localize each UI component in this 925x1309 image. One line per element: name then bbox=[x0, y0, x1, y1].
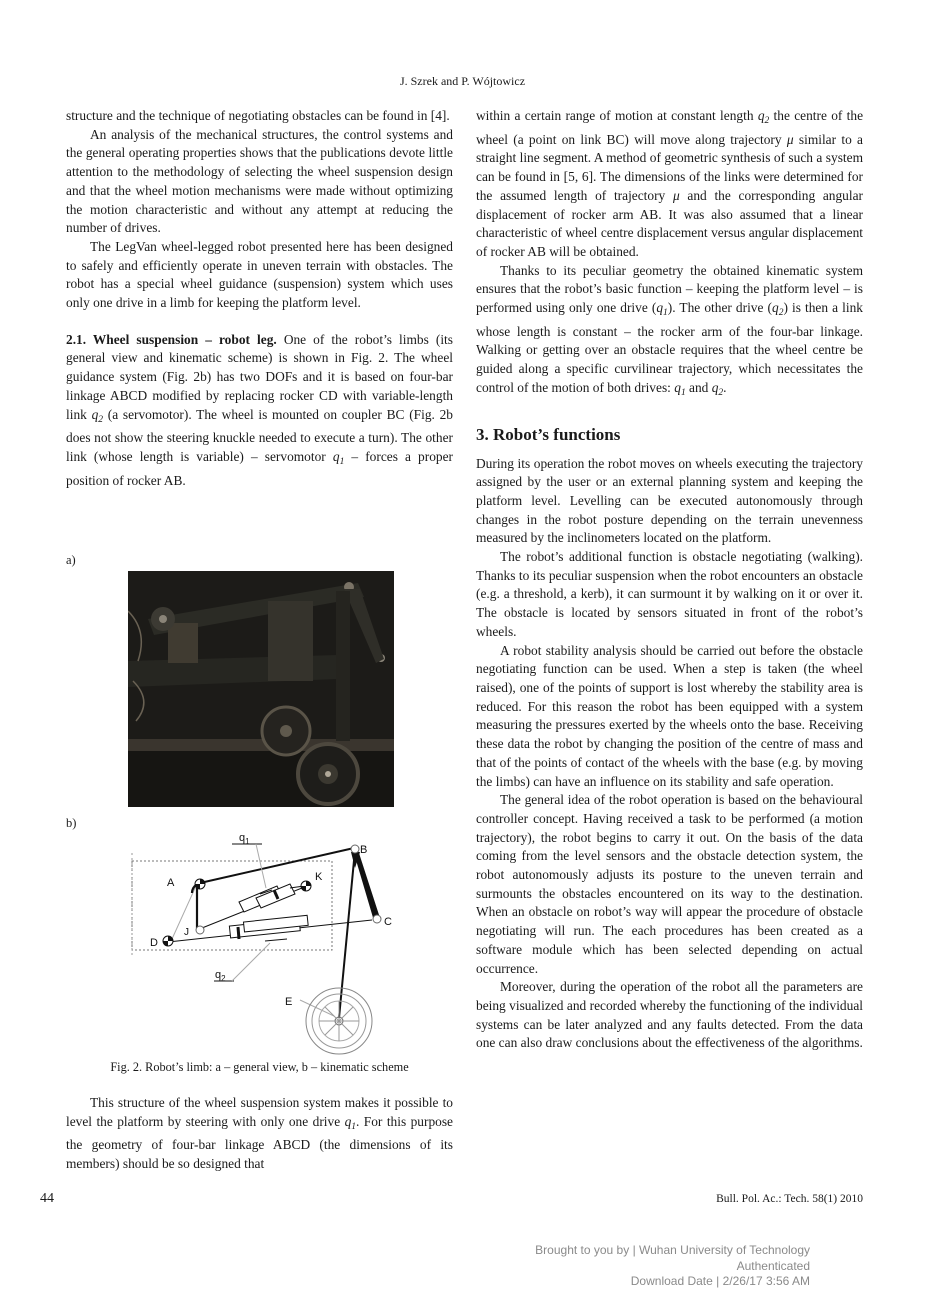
math-subscript: 1 bbox=[351, 1121, 357, 1132]
math-q2 bbox=[771, 300, 784, 319]
paragraph bbox=[476, 262, 863, 403]
point-label-j: J bbox=[184, 927, 189, 938]
svg-text:C bbox=[384, 916, 392, 928]
math-q2 bbox=[711, 379, 724, 398]
math-symbol: q bbox=[771, 300, 779, 316]
svg-text:K bbox=[315, 871, 323, 883]
subsection-paragraph bbox=[66, 331, 453, 491]
section-heading: 3. Robot’s functions bbox=[476, 424, 621, 444]
running-head: J. Szrek and P. Wójtowicz bbox=[399, 74, 526, 88]
kinematic-scheme bbox=[122, 828, 412, 1058]
point-label-c: C bbox=[384, 916, 392, 928]
math-symbol: q bbox=[674, 379, 681, 395]
svg-text:D bbox=[150, 937, 158, 949]
math-q1 bbox=[344, 1113, 357, 1132]
paragraph: An analysis of the mechanical structures, the control systems and the general operating properties shows that the publications devote little attention to the methodology of selecting the wheel suspension design and that the wheel motion mechanisms were made without optimizing the motion characteristic and without any attempt at reducing the number of drives. bbox=[66, 126, 453, 236]
robot-limb-photo bbox=[128, 571, 394, 807]
math-subscript: 1 bbox=[680, 387, 686, 398]
point-label-a: A bbox=[167, 877, 175, 889]
text: and bbox=[685, 379, 712, 395]
math-symbol: q bbox=[656, 300, 664, 316]
math-symbol: q bbox=[91, 406, 99, 422]
math-mu: μ bbox=[672, 187, 680, 203]
svg-text:A bbox=[167, 877, 175, 889]
math-symbol: q bbox=[711, 379, 719, 395]
paragraph: During its operation the robot moves on wheels executing the trajectory assigned by the user or an external planning system and keeping the platform level. Levelling can be executed autonomously through changes in the robot posture depending on the terrain unevenness measured by the inclinometers located on the platform. bbox=[476, 455, 863, 546]
download-watermark bbox=[535, 1243, 810, 1290]
math-subscript: 2 bbox=[764, 116, 770, 126]
math-q1 bbox=[332, 448, 345, 467]
math-q1 bbox=[656, 300, 668, 319]
paragraph: The LegVan wheel-legged robot presented here has been designed to safely and efficiently operate in uneven terrain with obstacles. The robot has a special wheel guidance (suspension) system which uses only one drive in a limb for keeping the platform level. bbox=[66, 238, 453, 311]
point-label-k: K bbox=[315, 871, 323, 883]
text: . For this purpose the geometry of four-bar linkage ABCD (the dimensions of its members) should be so designed that bbox=[66, 1113, 453, 1172]
math-subscript: 2 bbox=[98, 414, 104, 425]
subsection-title: 2.1. Wheel suspension – robot leg. bbox=[66, 331, 277, 347]
paragraph bbox=[66, 1094, 453, 1174]
math-subscript: 2 bbox=[778, 308, 784, 319]
text: Thanks to its peculiar geometry the obtained kinematic system ensures that the robot’s basic function – keeping the platform level – is performed using only one drive ( bbox=[476, 262, 863, 316]
math-q2 bbox=[91, 406, 104, 425]
text: . bbox=[723, 379, 727, 395]
svg-text:E bbox=[285, 996, 292, 1008]
point-label-b: B bbox=[360, 844, 368, 856]
math-q1 bbox=[674, 379, 686, 398]
watermark-line: Authenticated bbox=[736, 1258, 810, 1273]
paragraph bbox=[476, 107, 863, 262]
math-mu: μ bbox=[786, 131, 794, 147]
drive-label-q2: q bbox=[215, 969, 222, 981]
figure-label-b: b) bbox=[66, 816, 77, 830]
watermark-line: Download Date | 2/26/17 3:56 AM bbox=[630, 1274, 810, 1288]
photo-image bbox=[128, 571, 394, 807]
math-q2 bbox=[757, 108, 770, 126]
math-symbol: q bbox=[332, 448, 340, 464]
svg-text:J bbox=[184, 927, 189, 938]
text: – forces a proper position of rocker AB. bbox=[66, 448, 453, 488]
text: and the corresponding angular displacement of rocker arm AB. It was also assumed that a linear characteristic of wheel centre displacement versus angular displacement of rocker AB will be obtained. bbox=[476, 187, 864, 259]
svg-text:q2 bbox=[215, 969, 226, 983]
point-label-d: D bbox=[150, 937, 158, 949]
watermark-line: Brought to you by | Wuhan University of Technology bbox=[535, 1243, 810, 1257]
text: This structure of the wheel suspension system makes it possible to level the platform by steering with only one drive bbox=[66, 1095, 453, 1129]
paragraph: A robot stability analysis should be carried out before the obstacle negotiating function can be used. When a step is taken (the wheel raised), one of the points of support is lost whereby the stability area is reduced. For this reason the robot has been equipped with a system measuring the pressures exerted by the wheels onto the base. Receiving these data the robot by changing the position of the centre of mass and that of the points of contact of the wheels with the base (e.g. by moving the limbs) can have an influence on its stability and safe operation. bbox=[476, 642, 863, 789]
figure-label-a: a) bbox=[66, 553, 76, 567]
text: within a certain range of motion at constant length bbox=[476, 108, 758, 123]
text: (a servomotor). The wheel is mounted on coupler BC (Fig. 2b does not show the steering knuckle needed to execute a turn). The other link (whose length is variable) – servomotor bbox=[66, 406, 453, 464]
math-subscript: 1 bbox=[663, 308, 668, 319]
point-label-e: E bbox=[285, 996, 293, 1008]
text: the centre of the wheel (a point on link BC) will move along trajectory bbox=[476, 108, 864, 147]
drive-label-q1: q bbox=[239, 832, 246, 844]
text: similar to a straight line segment. A method of geometric synthesis of such a system can be found in [5, 6]. The dimensions of the links were determined for the assumed length of trajectory bbox=[476, 131, 863, 203]
journal-citation: Bull. Pol. Ac.: Tech. 58(1) 2010 bbox=[716, 1193, 863, 1205]
paragraph: Moreover, during the operation of the robot all the parameters are being visualized and recorded whereby the functioning of the individual systems can be later analyzed and any faults detected. From the data one can also draw conclusions about the effectiveness of the algorithms. bbox=[476, 979, 863, 1051]
paragraph: structure and the technique of negotiating obstacles can be found in [4]. bbox=[66, 108, 450, 123]
kinematic-scheme-diagram bbox=[122, 828, 412, 1058]
math-symbol: q bbox=[344, 1113, 352, 1129]
text: ). The other drive ( bbox=[667, 300, 772, 316]
text: ) is then a link whose length is constant – the rocker arm of the four-bar linkage. Walking or getting over an obstacle requires that the wheel centre be guided along a specific curvilinear trajectory, which necessitates the control of the motion of both drives: bbox=[476, 300, 863, 395]
after-figure-paragraph bbox=[66, 1094, 453, 1174]
left-column bbox=[66, 107, 453, 490]
svg-text:B bbox=[360, 844, 367, 856]
paragraph: The robot’s additional function is obstacle negotiating (walking). Thanks to its peculiar suspension when the robot encounters an obstacle (e.g. a threshold, a kerb), it can surmount it by walking on it or over it. The obstacle is located by sensors situated in front of the robot’s wheels. bbox=[476, 549, 863, 639]
drive-label-q2-sub: 2 bbox=[221, 974, 226, 983]
svg-text:q1 bbox=[239, 832, 250, 846]
math-symbol: q bbox=[757, 108, 765, 123]
math-subscript: 1 bbox=[339, 456, 345, 467]
paragraph: The general idea of the robot operation is based on the behavioural controller concept. Having received a task to be performed (a motion trajectory), the robot begins to carry it out. On the basis of the data coming from the level sensors and the obstacle detection system, the robot autonomously adjusts its posture to the uneven terrain and surmounts the obstacles encountered on its way to the destination. When an obstacle on robot’s way will appear the procedure of obstacle negotiating will run. The each procedures has been created as a software module which has been selected depending on actual occurrence. bbox=[476, 792, 863, 976]
drive-label-q1-sub: 1 bbox=[245, 837, 250, 846]
text: One of the robot’s limbs (its general view and kinematic scheme) is shown in Fig. 2. The wheel guidance system (Fig. 2b) has two DOFs and it is based on four-bar linkage ABCD modified by replacing rocker CD with variable-length link bbox=[66, 331, 453, 422]
figure-caption: Fig. 2. Robot’s limb: a – general view, b – kinematic scheme bbox=[110, 1060, 409, 1074]
page-number: 44 bbox=[40, 1191, 54, 1206]
math-subscript: 2 bbox=[718, 387, 724, 398]
right-column bbox=[476, 107, 863, 1053]
